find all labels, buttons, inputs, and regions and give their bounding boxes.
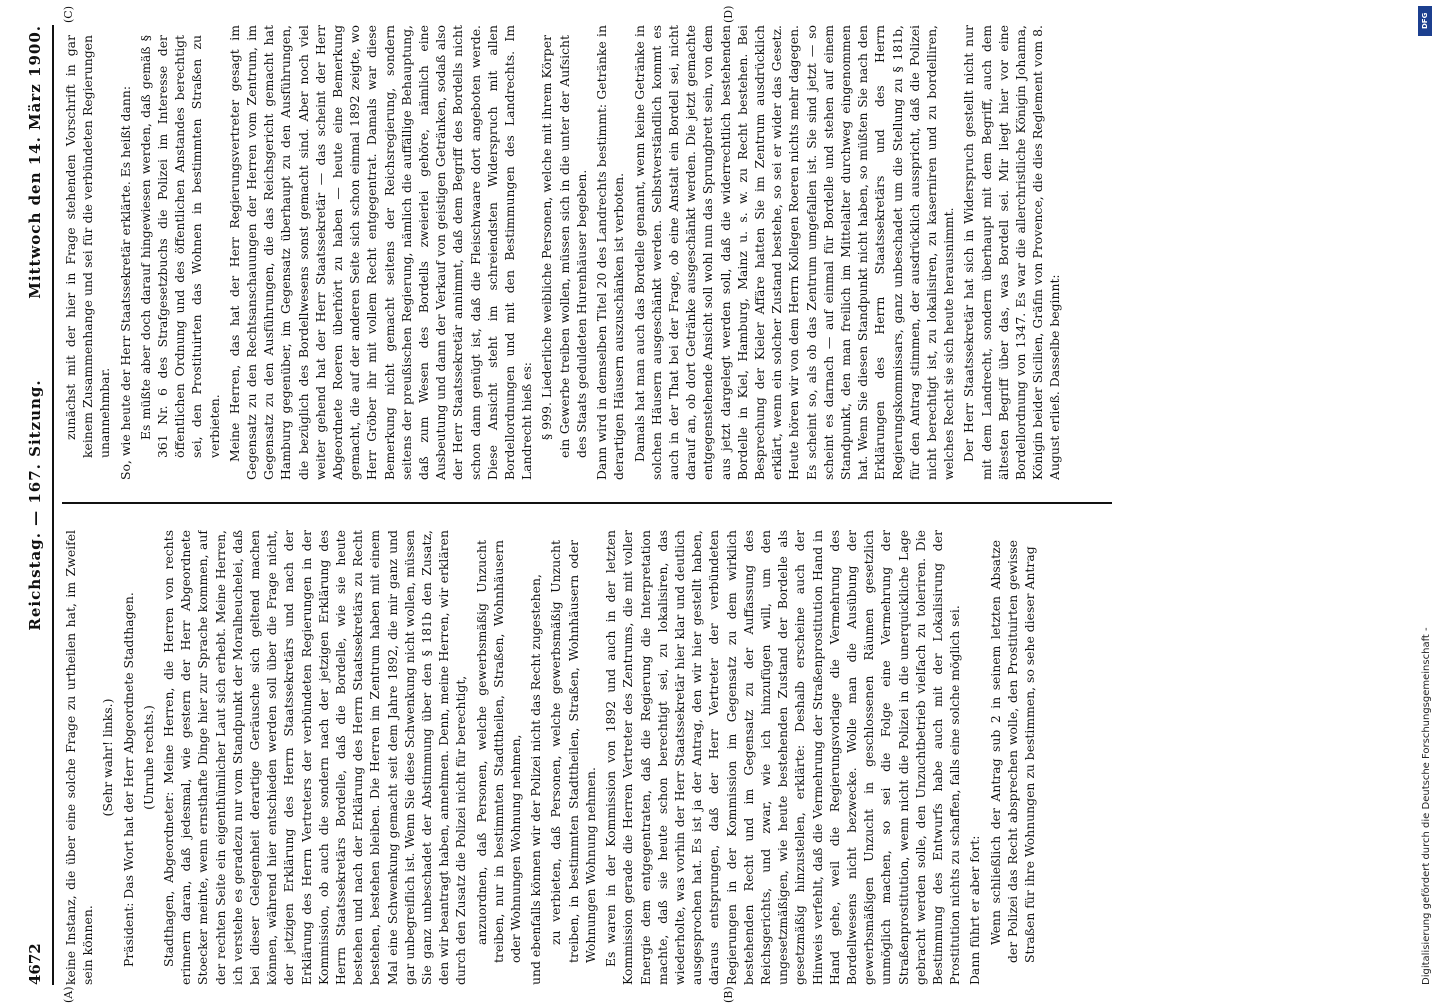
header-rule <box>52 25 54 985</box>
page-number: 4672 <box>26 943 44 985</box>
document-page <box>22 5 1422 1003</box>
paragraph: und ebenfalls können wir der Polizei nicht das Recht zugestehen, <box>528 574 544 985</box>
margin-marker-b: (B) <box>722 986 735 1003</box>
dfg-logo: DFG <box>1418 6 1432 36</box>
speaker-paragraph: Stadthagen, Abgeordneter: Meine Herren, die Herren von rechts erinnern daran, daß jedesmal, wie gestern der Herr Abgeordnete Stoecker meinte, wenn ernsthafte Dinge hier zur Sprache kommen, auf der rechten Seite ein eigenthümlicher Laut sich erhebt. Meine Herren, ich verstehe es geradezu nur vom Standpunkt der Moralheuchelei, daß bei dieser Gelegenheit derartige Geräusche sich geltend machen können, während hier entschieden werden soll über die Frage nicht, der jetzigen Erklärung des Herrn Staatssekretärs und nach der Erklärung des Herrn Vertreters der verbündeten Regierungen in der Kommission, ob auch die sondern nach der jetzigen Erklärung des Herrn Staatssekretärs Bordelle, daß die Bordelle, wie sie heute bestehen und nach der Erklärung des Herrn Staatssekretärs zu Recht bestehen, bestehen bleiben. Die Herren im Zentrum haben mit einem Mal eine Schwenkung gemacht seit dem Jahre 1892, die mir ganz und gar unbegreiflich ist. Wenn Sie diese Schwenkung nicht wollen, müssen Sie ganz unbeschadet der Abstimmung über den § 181b den Zusatz, den wir beantragt haben, annehmen. Denn, meine Herren, wir erklären durch den Zusatz die Polizei nicht für berechtigt, <box>161 530 469 985</box>
left-column <box>62 530 1112 985</box>
session-title: Reichstag. — 167. Sitzung. <box>26 379 44 631</box>
quote-paragraph: Wenn schließlich der Antrag sub 2 in seinem letzten Absatze der Polizei das Recht absprechen wolle, den Prostituirten gewisse Straßen für ihre Wohnungen zu bestimmen, so sehe dieser Antrag <box>987 540 1037 963</box>
speaker-paragraph: Präsident: Das Wort hat der Herr Abgeordnete Stadthagen. <box>120 592 136 967</box>
paragraph: Dann führt er aber fort: <box>967 835 983 985</box>
session-date: Mittwoch den 14. März 1900. <box>26 25 44 299</box>
right-column <box>62 25 1112 480</box>
margin-marker-a: (A) <box>62 986 75 1003</box>
interjection: (Sehr wahr! links.) <box>100 698 116 817</box>
quote-paragraph: zu verbieten, daß Personen, welche gewerbsmäßig Unzucht treiben, in bestimmten Stadttheilen, Straßen, Wohnhäusern oder Wohnungen Wohnung nehmen. <box>548 540 598 963</box>
digitization-credit: Digitalisierung gefördert durch die Deutsche Forschungsgemeinschaft - <box>1421 627 1432 985</box>
interjection: (Unruhe rechts.) <box>140 705 156 810</box>
paragraph: Meine Herren, das hat der Herr Regierungsvertreter gesagt im Gegensatz zu den Rechtsanschauungen der Herren vom Zentrum, im Gegensatz zu den Ausführungen, die das Reichsgericht gemacht hat Hamburg gegenüber, im Gegensatz überhaupt zu den Ausführungen, die bezüglich des Bordellwesens sonst gemacht sind. Aber noch viel weiter gehend hat der Herr Staatssekretär — das scheint der Herr Abgeordnete Roeren überhört zu haben — heute eine Bemerkung gemacht, die auf der anderen Seite sich schon einmal 1892 zeigte, wo Herr Gröber ihr mit vollem Recht entgegentrat. Damals war diese Bemerkung nicht gemacht seitens der Reichsregierung, sondern seitens der preußischen Regierung, nämlich die auffällige Behauptung, daß zum Wesen des Bordells zweierlei gehöre, nämlich eine Ausbeutung und dann der Verkauf von geistigen Getränken, sodaß also der Herr Staatssekretär annimmt, daß dem Begriff des Bordells nicht schon dann genügt ist, daß die Fleischwaare dort angeboten werde. Diese Ansicht steht im schreiendsten Widerspruch mit allen Bordellordnungen und mit den Bestimmungen des Landrechts. Im Landrecht hieß es: <box>226 25 535 480</box>
quote-paragraph: anzuordnen, daß Personen, welche gewerbsmäßig Unzucht treiben, nur in bestimmten Stadttheilen, Straßen, Wohnhäusern oder Wohnungen Wohnung nehmen, <box>473 540 524 963</box>
quote-paragraph: zunächst mit der hier in Frage stehenden Vorschrift in gar keinem Zusammenhange und sei für die verbündeten Regierungen unannehmbar. <box>63 35 113 458</box>
margin-marker-c: (C) <box>62 6 75 23</box>
paragraph: Damals hat man auch das Bordelle genannt, wenn keine Getränke in solchen Häusern ausgeschänkt werden. Selbstverständlich kommt es auch in der That bei der Frage, ob eine Anstalt ein Bordell sei, nicht darauf an, ob dort Getränke ausgeschänkt werden. Die jetzt gemachte entgegenstehende Ansicht soll wohl nun das Sprungbrett sein, von dem aus jetzt dargelegt werden soll, daß die widerrechtlich bestehenden Bordelle in Kiel, Hamburg, Mainz u. s. w. zu Recht bestehen. Bei Besprechung der Kieler Affäre hatten Sie im Zentrum ausdrücklich erklärt, wenn ein solcher Zustand bestehe, so sei er wider das Gesetz. Heute hören wir von dem Herrn Kollegen Roeren nichts mehr dagegen. Es scheint so, als ob das Zentrum umgefallen ist. Sie sind jetzt — so scheint es darnach — auf einmal für Bordelle und stehen auf einem Standpunkt, den man freilich im Mittelalter durchweg eingenommen hat. Wenn Sie diesen Standpunkt nicht haben, so müßten Sie nach den Erklärungen des Herrn Staatssekretärs und des Herrn Regierungskommissars, ganz unbeschadet um die Stellung zu § 181b, für den Antrag stimmen, der ausdrücklich ausspricht, daß die Polizei nicht berechtigt ist, zu lokalisiren, zu kaserniren und zu bordelliren, welches Recht sie sich heute herausnimmt. <box>631 25 957 480</box>
paragraph: So, wie heute der Herr Staatssekretär erklärte. Es heißt dann: <box>117 85 133 480</box>
page-header <box>22 25 52 985</box>
margin-marker-d: (D) <box>722 5 735 23</box>
paragraph: Der Herr Staatssekretär hat sich in Widerspruch gestellt nicht nur mit dem Landrecht, sondern überhaupt mit dem Begriff, auch dem ältesten Begriff über das, was Bordell sei. Mir liegt hier vor eine Bordellordnung von 1347. Es war die allerchristliche Königin Johanna, Königin beider Sicilien, Gräfin von Provence, die dies Reglement vom 8. August erließ. Dasselbe beginnt: <box>961 25 1063 480</box>
paragraph: Es waren in der Kommission von 1892 und auch in der letzten Kommission gerade die Herren Vertreter des Zentrums, die mit voller Energie dem entgegentraten, daß die Regierung die Interpretation machte, daß sie heute schon berechtigt sei, zu lokalisiren, das wiederholte, was vorhin der Herr Staatssekretär hier klar und deutlich ausgesprochen hat. Es ist ja der Antrag, den wir hier gestellt haben, daraus entsprungen, daß der Herr Vertreter der verbündeten Regierungen in der Kommission im Gegensatz zu dem wirklich bestehenden Recht und im Gegensatz zu der Auffassung des Reichsgerichts, und zwar, wie ich hinzufügen will, um den ungesetzmäßigen, wie heute bestehenden Zustand der Bordelle als gesetzmäßig hinzustellen, erklärte: Deshalb erscheine auch der Hinweis verfehlt, daß die Vermehrung der Straßenprostitution Hand in Hand gehe, weil die Regierungsvorlage die Vermehrung des Bordellwesens nicht bezwecke. Wolle man die Ausübung der gewerbsmäßigen Unzucht in geschlossenen Räumen gesetzlich unmöglich machen, so sei die Folge eine Vermehrung der Straßenprostitution, wenn nicht die Polizei in die unerquickliche Lage gebracht werden solle, den Unzuchtbetrieb vielfach zu toleriren. Die Bestimmung des Entwurfs habe auch mit der Lokalisirung der Prostitution nichts zu schaffen, falls eine solche möglich sei. <box>603 530 963 985</box>
column-divider <box>62 502 1112 504</box>
paragraph: keine Instanz, die über eine solche Frage zu urtheilen hat, im Zweifel sein können. <box>63 530 96 985</box>
quote-paragraph: § 999. Liederliche weibliche Personen, welche mit ihrem Körper ein Gewerbe treiben wollen, müssen sich in die unter der Aufsicht des Staats geduldeten Hurenhäuser begeben. <box>539 35 589 458</box>
paragraph: Dann wird in demselben Titel 20 des Landrechts bestimmt: Getränke in derartigen Häusern auszuschänken ist verboten. <box>594 25 627 480</box>
quote-paragraph: Es müßte aber doch darauf hingewiesen werden, daß gemäß § 361 Nr. 6 des Strafgesetzbuchs die Polizei im Interesse der öffentlichen Ordnung und des öffentlichen Anstandes berechtigt sei, den Prostituirten das Wohnen in bestimmten Straßen zu verbieten. <box>137 35 222 458</box>
